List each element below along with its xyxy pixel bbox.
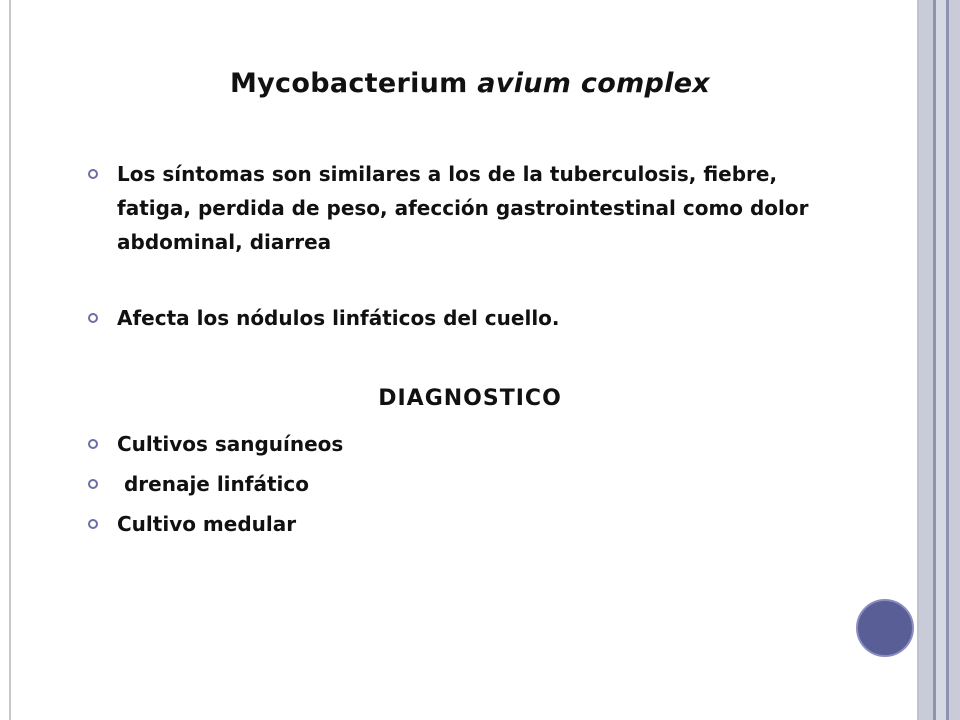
bullet-text: drenaje linfático (117, 472, 309, 496)
slide-left-border (0, 0, 11, 720)
slide-title (0, 68, 940, 99)
bullet-lymph-drainage (88, 467, 858, 501)
hollow-circle-bullet-icon (88, 519, 98, 529)
hollow-circle-bullet-icon (88, 313, 98, 323)
filled-circle-icon (856, 599, 914, 657)
section-heading: DIAGNOSTICO (378, 386, 562, 411)
bullet-text: Afecta los nódulos linfáticos del cuello. (117, 306, 560, 330)
hollow-circle-bullet-icon (88, 439, 98, 449)
title-main: Mycobacterium (229, 68, 478, 99)
hollow-circle-bullet-icon (88, 169, 98, 179)
hollow-circle-bullet-icon (88, 479, 98, 489)
bullet-text: Cultivos sanguíneos (117, 432, 344, 456)
bullet-lymph-nodes (88, 301, 858, 335)
bullet-text: Los síntomas son similares a los de la tuberculosis, fiebre, fatiga, perdida de peso, afección gastrointestinal como dolor abdominal, diarrea (117, 162, 809, 254)
bullet-blood-cultures (88, 427, 858, 461)
bullet-text: Cultivo medular (117, 512, 297, 536)
bullet-marrow-culture (88, 507, 858, 541)
bullet-symptoms (88, 157, 858, 259)
slide-right-border (917, 0, 960, 720)
title-italic: avium complex (477, 68, 711, 99)
